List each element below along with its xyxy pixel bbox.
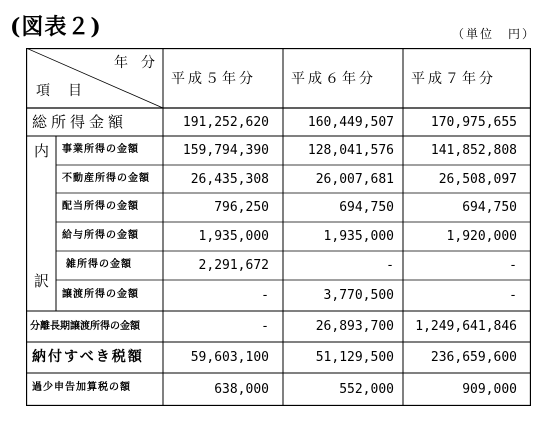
row-label-sou-shotoku: 総所得金額 [32,113,128,131]
cell-h7-kasho: 909,000 [462,382,517,397]
cell-h6-sou: 160,449,507 [307,115,394,130]
income-table [26,48,531,406]
cell-h7-joto: - [509,288,517,303]
cell-h6-zatsu: - [386,258,394,273]
header-bun: 分 [141,55,157,71]
cell-h5-bunri: - [261,319,269,334]
unit-label: （単位 円） [452,27,537,41]
cell-h6-jigyo: 128,041,576 [307,143,394,158]
figure-title: (図表２) [10,14,102,40]
row-label-haito: 配当所得の金額 [62,201,139,212]
cell-h5-fudosan: 26,435,308 [190,172,269,187]
header-year-h5: 平成５年分 [171,71,256,87]
cell-h5-kasho: 638,000 [214,382,269,397]
cell-h7-fudosan: 26,508,097 [438,172,517,187]
cell-h6-bunri: 26,893,700 [315,319,394,334]
row-label-kyuyo: 給与所得の金額 [62,230,139,241]
cell-h5-nofu: 59,603,100 [190,350,269,365]
side-label-wake: 訳 [34,272,50,290]
row-label-jigyo: 事業所得の金額 [62,144,139,155]
cell-h7-sou: 170,975,655 [430,115,517,130]
cell-h5-haito: 796,250 [214,200,269,215]
row-label-nofu: 納付すべき税額 [32,349,144,365]
cell-h6-kasho: 552,000 [339,382,394,397]
header-komoku: 項 目 [36,83,84,99]
cell-h7-bunri: 1,249,641,846 [415,319,517,334]
cell-h7-nofu: 236,659,600 [430,350,517,365]
row-label-bunri: 分離長期譲渡所得の金額 [30,321,140,332]
header-year-h6: 平成６年分 [291,71,376,87]
side-label-uchi: 内 [34,142,50,160]
row-label-fudosan: 不動産所得の金額 [62,173,150,184]
cell-h7-kyuyo: 1,920,000 [446,229,517,244]
cell-h5-zatsu: 2,291,672 [198,258,269,273]
row-label-zatsu: 雑所得の金額 [66,259,132,270]
cell-h7-zatsu: - [509,258,517,273]
cell-h5-joto: - [261,288,269,303]
cell-h5-jigyo: 159,794,390 [182,143,269,158]
cell-h7-haito: 694,750 [462,200,517,215]
cell-h6-joto: 3,770,500 [323,288,394,303]
cell-h6-fudosan: 26,007,681 [315,172,394,187]
cell-h6-kyuyo: 1,935,000 [323,229,394,244]
cell-h6-haito: 694,750 [339,200,394,215]
cell-h6-nofu: 51,129,500 [315,350,394,365]
header-nen: 年 [114,55,130,71]
cell-h5-sou: 191,252,620 [182,115,269,130]
header-year-h7: 平成７年分 [411,71,496,87]
row-label-joto: 譲渡所得の金額 [62,289,139,300]
cell-h5-kyuyo: 1,935,000 [198,229,269,244]
row-label-kasho: 過少申告加算税の額 [32,382,131,393]
cell-h7-jigyo: 141,852,808 [430,143,517,158]
